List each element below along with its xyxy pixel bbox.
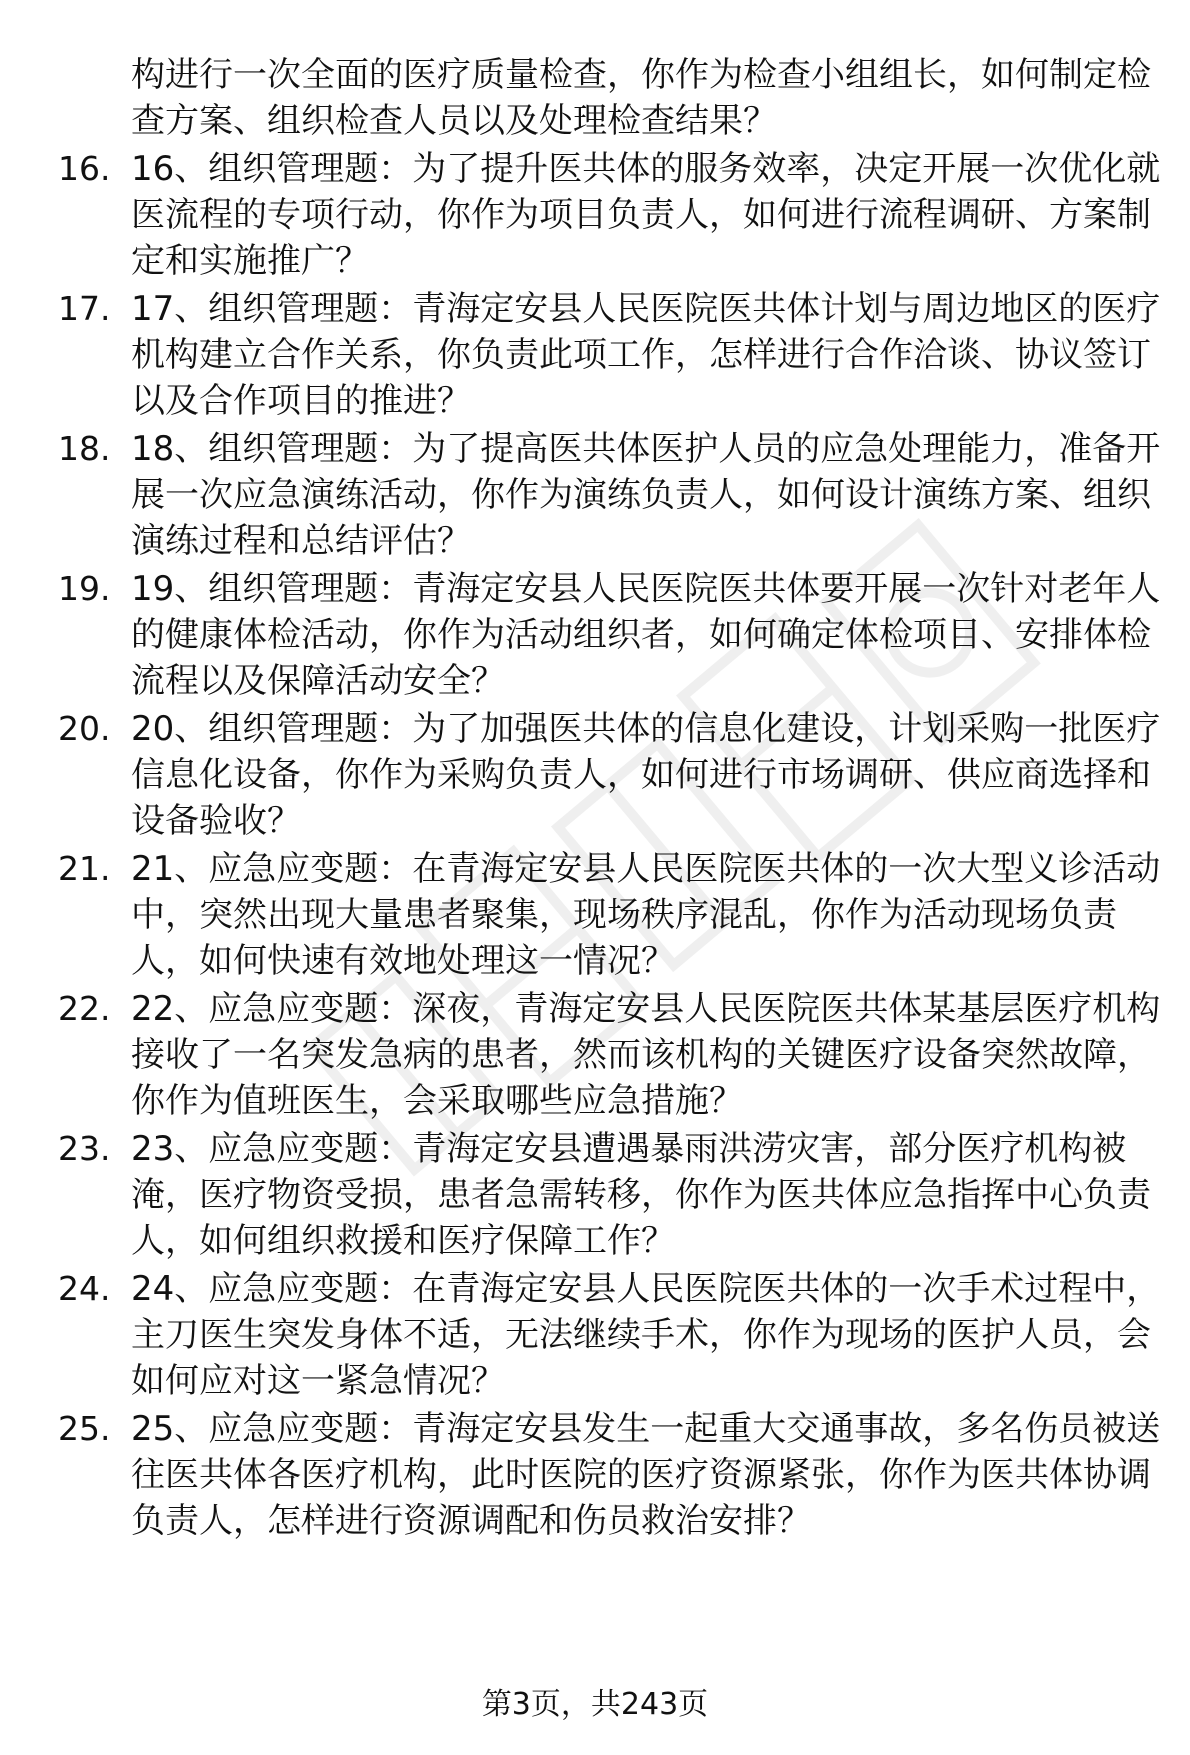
list-item-number: 20. — [58, 709, 111, 748]
list-item-number: 25. — [58, 1409, 111, 1448]
list-item-text: 19、组织管理题：青海定安县人民医院医共体要开展一次针对老年人的健康体检活动，你作为活动组织者，如何确定体检项目、安排体检流程以及保障活动安全？ — [131, 569, 1161, 701]
list-item-text: 22、应急应变题：深夜，青海定安县人民医院医共体某基层医疗机构接收了一名突发急病的患者，然而该机构的关键医疗设备突然故障，你作为值班医生，会采取哪些应急措施？ — [131, 989, 1161, 1121]
list-item-number: 23. — [58, 1129, 111, 1168]
list-item-number: 17. — [58, 289, 111, 328]
list-item-text: 18、组织管理题：为了提高医共体医护人员的应急处理能力，准备开展一次应急演练活动，你作为演练负责人，如何设计演练方案、组织演练过程和总结评估？ — [131, 429, 1161, 561]
page-footer: 第3页，共243页 — [481, 1687, 709, 1722]
list-item-number: 21. — [58, 849, 111, 888]
list-item-number: 22. — [58, 989, 111, 1028]
list-item-text: 16、组织管理题：为了提升医共体的服务效率，决定开展一次优化就医流程的专项行动，你作为项目负责人，如何进行流程调研、方案制定和实施推广？ — [131, 149, 1161, 281]
list-item-text: 25、应急应变题：青海定安县发生一起重大交通事故，多名伤员被送往医共体各医疗机构，此时医院的医疗资源紧张，你作为医共体协调负责人，怎样进行资源调配和伤员救治安排？ — [131, 1409, 1161, 1541]
list-item-number: 24. — [58, 1269, 111, 1308]
continued-paragraph: 构进行一次全面的医疗质量检查，你作为检查小组组长，如何制定检查方案、组织检查人员以及处理检查结果？ — [131, 55, 1151, 141]
list-item-text: 20、组织管理题：为了加强医共体的信息化建设，计划采购一批医疗信息化设备，你作为采购负责人，如何进行市场调研、供应商选择和设备验收？ — [131, 709, 1161, 841]
list-item-text: 17、组织管理题：青海定安县人民医院医共体计划与周边地区的医疗机构建立合作关系，你负责此项工作，怎样进行合作洽谈、协议签订以及合作项目的推进？ — [131, 289, 1161, 421]
list-item-number: 19. — [58, 569, 111, 608]
list-item-number: 16. — [58, 149, 111, 188]
list-item-text: 23、应急应变题：青海定安县遭遇暴雨洪涝灾害，部分医疗机构被淹，医疗物资受损，患者急需转移，你作为医共体应急指挥中心负责人，如何组织救援和医疗保障工作？ — [131, 1129, 1151, 1261]
list-item-text: 24、应急应变题：在青海定安县人民医院医共体的一次手术过程中，主刀医生突发身体不适，无法继续手术，你作为现场的医护人员，会如何应对这一紧急情况？ — [131, 1269, 1161, 1401]
list-item-number: 18. — [58, 429, 111, 468]
list-item-text: 21、应急应变题：在青海定安县人民医院医共体的一次大型义诊活动中，突然出现大量患者聚集，现场秩序混乱，你作为活动现场负责人，如何快速有效地处理这一情况？ — [131, 849, 1161, 981]
